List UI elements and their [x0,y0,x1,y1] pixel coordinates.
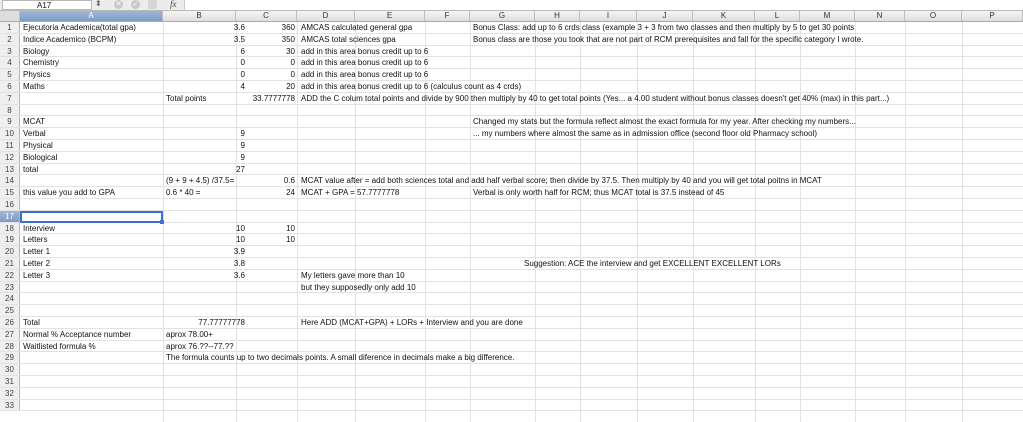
column-header-h[interactable]: H [535,11,580,21]
table-row [0,175,1023,187]
cell-bl[interactable]: 0.6 * 40 = [166,188,201,198]
cell-d[interactable]: Here ADD (MCAT+GPA) + LORs + Interview and you are done [301,318,523,327]
row-header[interactable]: 23 [0,282,20,293]
cell-g[interactable]: Bonus class are those you took that are not part of RCM prerequisites and fall for the specific category I wrote. [473,34,864,44]
row-header[interactable]: 30 [0,364,20,375]
name-box-stepper-icon[interactable]: ⬍ [95,0,102,8]
cancel-icon[interactable]: ✕ [115,1,122,8]
cell-b[interactable]: 3.6 [233,270,245,280]
cell-a[interactable]: Indice Academico (BCPM) [23,34,117,44]
row-header[interactable]: 32 [0,388,20,399]
row-header[interactable]: 29 [0,352,20,363]
cell-d[interactable]: add in this area bonus credit up to 6 [301,70,429,80]
table-row [0,270,1023,282]
cell-h[interactable]: Suggestion: ACE the interview and get EXCELLENT EXCELLENT LORs [524,259,781,268]
cell-c[interactable]: 0.6 [283,176,295,186]
column-header-o[interactable]: O [905,11,962,21]
column-header-g[interactable]: G [470,11,535,21]
table-row [0,22,1023,34]
cell-b[interactable]: 3.6 [233,23,245,32]
cell-b[interactable]: 10 [236,235,245,245]
table-row [0,388,1023,400]
column-header-d[interactable]: D [297,11,355,21]
cell-c[interactable]: 0 [290,70,295,80]
column-header-m[interactable]: M [800,11,855,21]
cell-a[interactable]: MCAT [23,117,46,127]
select-all-corner[interactable] [0,11,20,21]
cell-a[interactable]: Letter 1 [23,247,51,257]
cell-a[interactable]: Physics [23,70,51,80]
table-row [0,81,1023,93]
cell-b[interactable]: 0 [240,70,245,80]
cell-d[interactable]: AMCAS calculated general gpa [301,23,413,32]
table-row [0,187,1023,199]
row-header[interactable]: 17 [0,211,20,222]
cell-d[interactable]: but they supposedly only add 10 [301,282,416,292]
cell-b[interactable]: 9 [240,129,245,139]
table-row [0,282,1023,294]
row-header[interactable]: 6 [0,81,20,92]
row-header[interactable]: 13 [0,164,20,175]
active-cell-outline[interactable] [20,211,163,223]
column-header-l[interactable]: L [755,11,800,21]
column-header-f[interactable]: F [425,11,470,21]
table-row [0,116,1023,128]
table-row [0,258,1023,270]
row-header[interactable]: 3 [0,46,20,57]
name-box[interactable]: A17 [2,0,92,10]
cell-a[interactable]: Verbal [23,129,46,139]
cell-b[interactable]: 27 [236,164,245,174]
row-header[interactable]: 25 [0,305,20,316]
row-header[interactable]: 20 [0,246,20,257]
cell-a[interactable]: Physical [23,141,53,150]
cell-d[interactable]: AMCAS total sciences gpa [301,34,396,44]
table-row [0,152,1023,164]
formula-input[interactable] [184,0,1023,10]
cell-b[interactable]: 77.77777778 [198,318,245,327]
row-header[interactable]: 14 [0,175,20,186]
cell-b[interactable]: 9 [240,141,245,150]
cell-d[interactable]: MCAT + GPA = 57.7777778 [301,188,400,198]
row-header[interactable]: 4 [0,57,20,68]
cell-g[interactable]: Verbal is only worth half for RCM; thus MCAT total is 37.5 instead of 45 [473,188,725,198]
cell-a[interactable]: Chemistry [23,58,60,68]
fx-label: fx [170,0,177,9]
row-header[interactable]: 28 [0,341,20,352]
table-row [0,128,1023,140]
row-header[interactable]: 26 [0,317,20,328]
cell-a[interactable]: total [23,164,39,174]
cell-c[interactable]: 24 [286,188,295,198]
cell-a[interactable]: Letter 2 [23,259,51,268]
cell-bl[interactable]: Total points [166,93,207,103]
cell-a[interactable]: Letters [23,235,48,245]
row-header[interactable]: 11 [0,140,20,151]
cell-c[interactable]: 33.7777778 [252,93,295,103]
row-header[interactable]: 15 [0,187,20,198]
table-row [0,164,1023,176]
table-row [0,341,1023,353]
cell-g[interactable]: Changed my stats but the formula reflect almost the exact formula for my year. After checking my numbers... [473,117,856,127]
table-row [0,317,1023,329]
table-row [0,199,1023,211]
cell-a[interactable]: this value you add to GPA [23,188,115,198]
row-header[interactable]: 16 [0,199,20,210]
cell-a[interactable]: Maths [23,82,45,91]
cell-d[interactable]: ADD the C colum total points and divide by 900 then multiply by 40 to get total points (Yes... a 4.00 student without bonus classes doesn't get 40% (max) in this part...) [301,93,890,103]
cell-a[interactable]: Biological [23,152,58,162]
row-header[interactable]: 8 [0,105,20,116]
table-row [0,57,1023,69]
cell-b[interactable]: 9 [240,152,245,162]
cell-bl[interactable]: The formula counts up to two decimals points. A small diference in decimals make a big difference. [166,353,515,363]
cell-bl[interactable]: aprox 78.00+ [166,329,213,339]
cell-b[interactable]: 4 [240,82,245,91]
table-row [0,140,1023,152]
table-row [0,105,1023,117]
column-header-k[interactable]: K [693,11,755,21]
column-header-n[interactable]: N [855,11,905,21]
table-row [0,234,1023,246]
cell-a[interactable]: Normal % Acceptance number [23,329,132,339]
column-header-b[interactable]: B [163,11,236,21]
table-row [0,93,1023,105]
function-wizard-icon[interactable] [148,0,157,9]
table-row [0,293,1023,305]
column-header-e[interactable]: E [355,11,425,21]
table-row [0,376,1023,388]
row-header[interactable]: 5 [0,69,20,80]
row-header[interactable]: 1 [0,22,20,33]
row-header[interactable]: 22 [0,270,20,281]
row-header[interactable]: 31 [0,376,20,387]
table-row [0,46,1023,58]
cell-bl[interactable]: (9 + 9 + 4.5) /37.5= [166,176,235,186]
cell-c[interactable]: 360 [281,23,295,32]
cell-a[interactable]: Total [23,318,40,327]
table-row [0,223,1023,235]
row-header[interactable]: 12 [0,152,20,163]
table-row [0,364,1023,376]
formula-bar [0,0,1023,11]
table-row [0,69,1023,81]
table-row [0,329,1023,341]
cell-c[interactable]: 10 [286,235,295,245]
row-header[interactable]: 9 [0,116,20,127]
cell-g[interactable]: Bonus Class: add up to 6 crds class (example 3 + 3 from two classes and then multiply by 5 to get 30 points [473,23,855,32]
column-headers [0,11,1023,22]
row-header[interactable]: 7 [0,93,20,104]
row-header[interactable]: 27 [0,329,20,340]
cell-b[interactable]: 3.9 [233,247,245,257]
cell-d[interactable]: add in this area bonus credit up to 6 [301,46,429,56]
table-row [0,305,1023,317]
row-header[interactable]: 18 [0,223,20,234]
column-header-j[interactable]: J [637,11,693,21]
cell-a[interactable]: Biology [23,46,50,56]
cell-d[interactable]: My letters gave more than 10 [301,270,405,280]
row-header[interactable]: 21 [0,258,20,269]
cell-a[interactable]: Ejecutoria Academica(total gpa) [23,23,136,32]
table-row [0,352,1023,364]
confirm-icon[interactable]: ✓ [132,1,139,8]
table-row [0,246,1023,258]
column-header-a[interactable]: A [20,11,163,21]
cell-b[interactable]: 3.5 [233,34,245,44]
cell-g[interactable]: ... my numbers where almost the same as in admission office (second floor old Pharmacy school) [473,129,817,139]
cell-b[interactable]: 3.8 [233,259,245,268]
sheet-grid[interactable] [0,22,1023,422]
cell-c[interactable]: 20 [286,82,295,91]
row-header[interactable]: 2 [0,34,20,45]
cell-b[interactable]: 10 [236,223,245,233]
row-header[interactable]: 10 [0,128,20,139]
cell-a[interactable]: Letter 3 [23,270,51,280]
cell-bl[interactable]: aprox 76.??--77.?? [166,341,234,351]
cell-d[interactable]: MCAT value after = add both sciences total and add half verbal score; then divide by 37.5. Then multiply by 40 and you will get total poitns in MCAT [301,176,822,186]
cell-c[interactable]: 30 [286,46,295,56]
column-header-c[interactable]: C [236,11,297,21]
cell-c[interactable]: 0 [290,58,295,68]
row-header[interactable]: 19 [0,234,20,245]
cell-c[interactable]: 10 [286,223,295,233]
cell-b[interactable]: 6 [240,46,245,56]
column-header-p[interactable]: P [962,11,1023,21]
column-header-i[interactable]: I [580,11,637,21]
cell-a[interactable]: Waitlisted formula % [23,341,96,351]
row-header[interactable]: 24 [0,293,20,304]
cell-c[interactable]: 350 [281,34,295,44]
cell-d[interactable]: add in this area bonus credit up to 6 (calculus count as 4 crds) [301,82,522,91]
table-row [0,400,1023,412]
row-header[interactable]: 33 [0,400,20,411]
table-row [0,34,1023,46]
cell-a[interactable]: Interview [23,223,56,233]
cell-b[interactable]: 0 [240,58,245,68]
cell-d[interactable]: add in this area bonus credit up to 6 [301,58,429,68]
